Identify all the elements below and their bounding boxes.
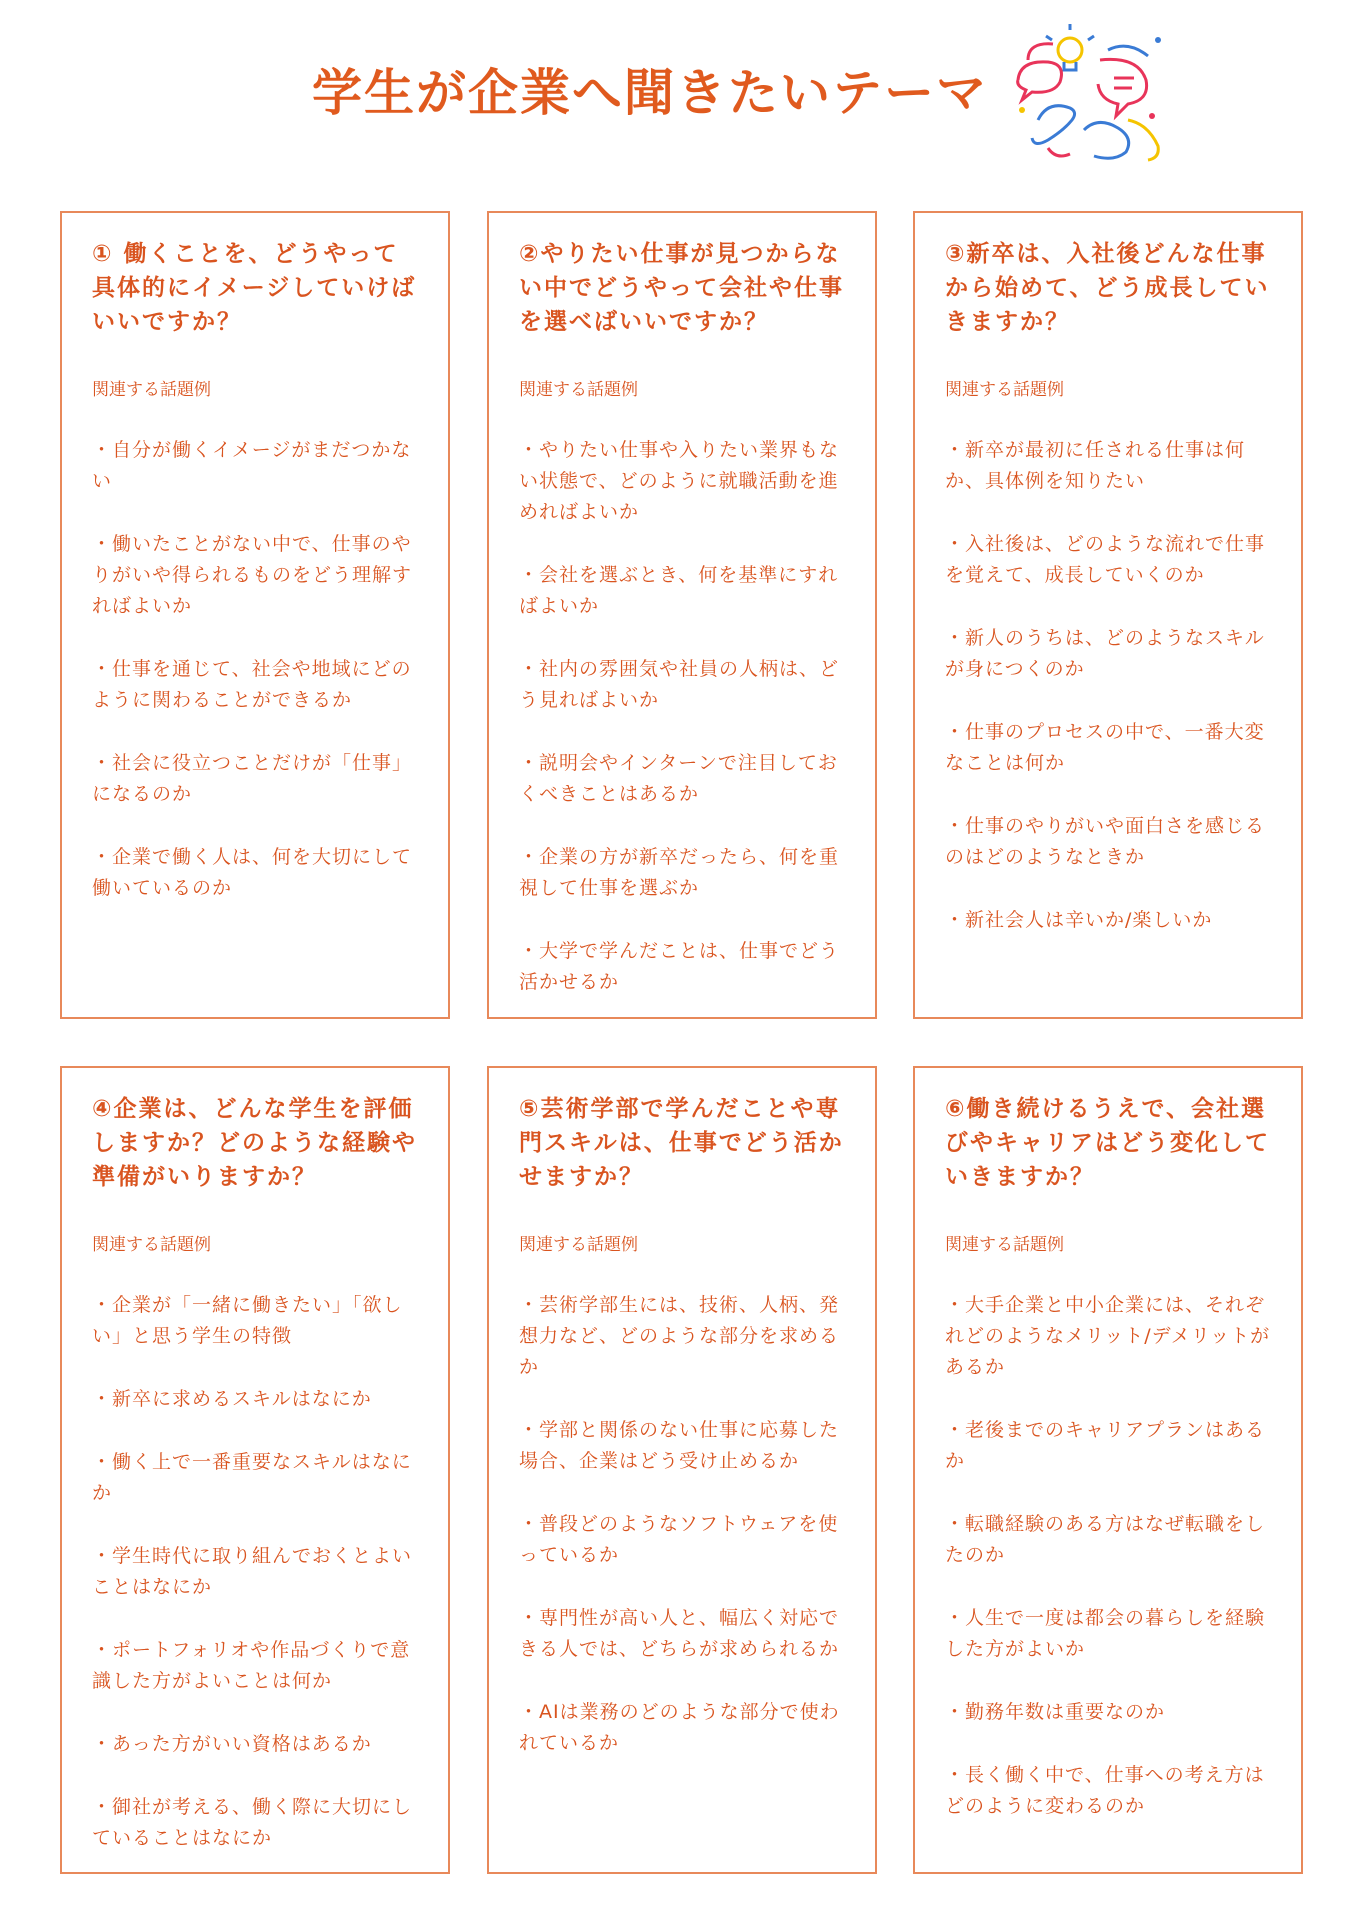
list-item: ・普段どのようなソフトウェアを使っているか bbox=[519, 1513, 839, 1566]
list-item: ・大手企業と中小企業には、それぞれどのようなメリット/デメリットがあるか bbox=[945, 1294, 1271, 1378]
card-subheading: 関連する話題例 bbox=[519, 1235, 638, 1255]
theme-card-3 bbox=[913, 211, 1303, 1019]
list-item: ・仕事のやりがいや面白さを感じるのはどのようなときか bbox=[945, 815, 1266, 868]
list-item: ・仕事を通じて、社会や地域にどのように関わることができるか bbox=[92, 658, 412, 711]
list-item: ・転職経験のある方はなぜ転職をしたのか bbox=[945, 1513, 1266, 1566]
list-item: ・仕事のプロセスの中で、一番大変なことは何か bbox=[945, 721, 1265, 774]
list-item: ・人生で一度は都会の暮らしを経験した方がよいか bbox=[945, 1607, 1266, 1660]
list-item: ・新人のうちは、どのようなスキルが身につくのか bbox=[945, 627, 1265, 680]
card-heading: ④企業は、どんな学生を評価しますか？どのような経験や準備がいりますか？ bbox=[92, 1096, 417, 1190]
card-heading: ③新卒は、入社後どんな仕事から始めて、どう成長していきますか？ bbox=[945, 241, 1270, 335]
list-item: ・御社が考える、働く際に大切にしていることはなにか bbox=[92, 1796, 413, 1849]
card-subheading: 関連する話題例 bbox=[92, 1235, 211, 1255]
list-item: ・大学で学んだことは、仕事でどう活かせるか bbox=[519, 940, 840, 993]
card-subheading: 関連する話題例 bbox=[945, 380, 1064, 400]
list-item: ・勤務年数は重要なのか bbox=[945, 1701, 1166, 1723]
list-item: ・老後までのキャリアプランはあるか bbox=[945, 1419, 1266, 1472]
lightbulb-hands-speech-bubbles-icon bbox=[1008, 20, 1170, 166]
card-subheading: 関連する話題例 bbox=[92, 380, 211, 400]
list-item: ・芸術学部生には、技術、人柄、発想力など、どのような部分を求めるか bbox=[519, 1294, 840, 1378]
list-item: ・学部と関係のない仕事に応募した場合、企業はどう受け止めるか bbox=[519, 1419, 840, 1472]
list-item: ・やりたい仕事や入りたい業界もない状態で、どのように就職活動を進めればよいか bbox=[519, 439, 840, 523]
list-item: ・自分が働くイメージがまだつかない bbox=[92, 439, 412, 492]
theme-card-4 bbox=[60, 1066, 450, 1874]
list-item: ・専門性が高い人と、幅広く対応できる人では、どちらが求められるか bbox=[519, 1607, 840, 1660]
list-item: ・働く上で一番重要なスキルはなにか bbox=[92, 1451, 412, 1504]
list-item: ・新卒に求めるスキルはなにか bbox=[92, 1388, 372, 1410]
card-heading: ②やりたい仕事が見つからない中でどうやって会社や仕事を選べばいいですか？ bbox=[519, 241, 844, 335]
card-heading: ⑥働き続けるうえで、会社選びやキャリアはどう変化していきますか？ bbox=[945, 1096, 1270, 1190]
list-item: ・社会に役立つことだけが「仕事」になるのか bbox=[92, 752, 413, 805]
list-item: ・企業の方が新卒だったら、何を重視して仕事を選ぶか bbox=[519, 846, 840, 899]
list-item: ・新卒が最初に任される仕事は何か、具体例を知りたい bbox=[945, 439, 1246, 492]
theme-card-2 bbox=[487, 211, 877, 1019]
card-subheading: 関連する話題例 bbox=[519, 380, 638, 400]
page-title: 学生が企業へ聞きたいテーマ bbox=[312, 64, 988, 122]
list-item: ・入社後は、どのような流れで仕事を覚えて、成長していくのか bbox=[945, 533, 1266, 586]
list-item: ・新社会人は辛いか/楽しいか bbox=[945, 909, 1213, 931]
list-item: ・企業で働く人は、何を大切にして働いているのか bbox=[92, 846, 413, 899]
list-item: ・説明会やインターンで注目しておくべきことはあるか bbox=[519, 752, 838, 805]
card-heading: ① 働くことを、どうやって具体的にイメージしていけばいいですか？ bbox=[92, 241, 417, 335]
theme-card-1 bbox=[60, 211, 450, 1019]
list-item: ・学生時代に取り組んでおくとよいことはなにか bbox=[92, 1545, 413, 1598]
card-subheading: 関連する話題例 bbox=[945, 1235, 1064, 1255]
list-item: ・AIは業務のどのような部分で使われているか bbox=[519, 1701, 840, 1754]
list-item: ・会社を選ぶとき、何を基準にすればよいか bbox=[519, 564, 839, 617]
list-item: ・長く働く中で、仕事への考え方はどのように変わるのか bbox=[945, 1764, 1265, 1817]
list-item: ・働いたことがない中で、仕事のやりがいや得られるものをどう理解すればよいか bbox=[92, 533, 413, 617]
list-item: ・社内の雰囲気や社員の人柄は、どう見ればよいか bbox=[519, 658, 840, 711]
list-item: ・あった方がいい資格はあるか bbox=[92, 1733, 372, 1755]
list-item: ・企業が「一緒に働きたい」「欲しい」と思う学生の特徴 bbox=[92, 1294, 403, 1347]
list-item: ・ポートフォリオや作品づくりで意識した方がよいことは何か bbox=[92, 1639, 411, 1692]
theme-card-5 bbox=[487, 1066, 877, 1874]
card-heading: ⑤芸術学部で学んだことや専門スキルは、仕事でどう活かせますか？ bbox=[519, 1096, 844, 1190]
theme-card-6 bbox=[913, 1066, 1303, 1874]
